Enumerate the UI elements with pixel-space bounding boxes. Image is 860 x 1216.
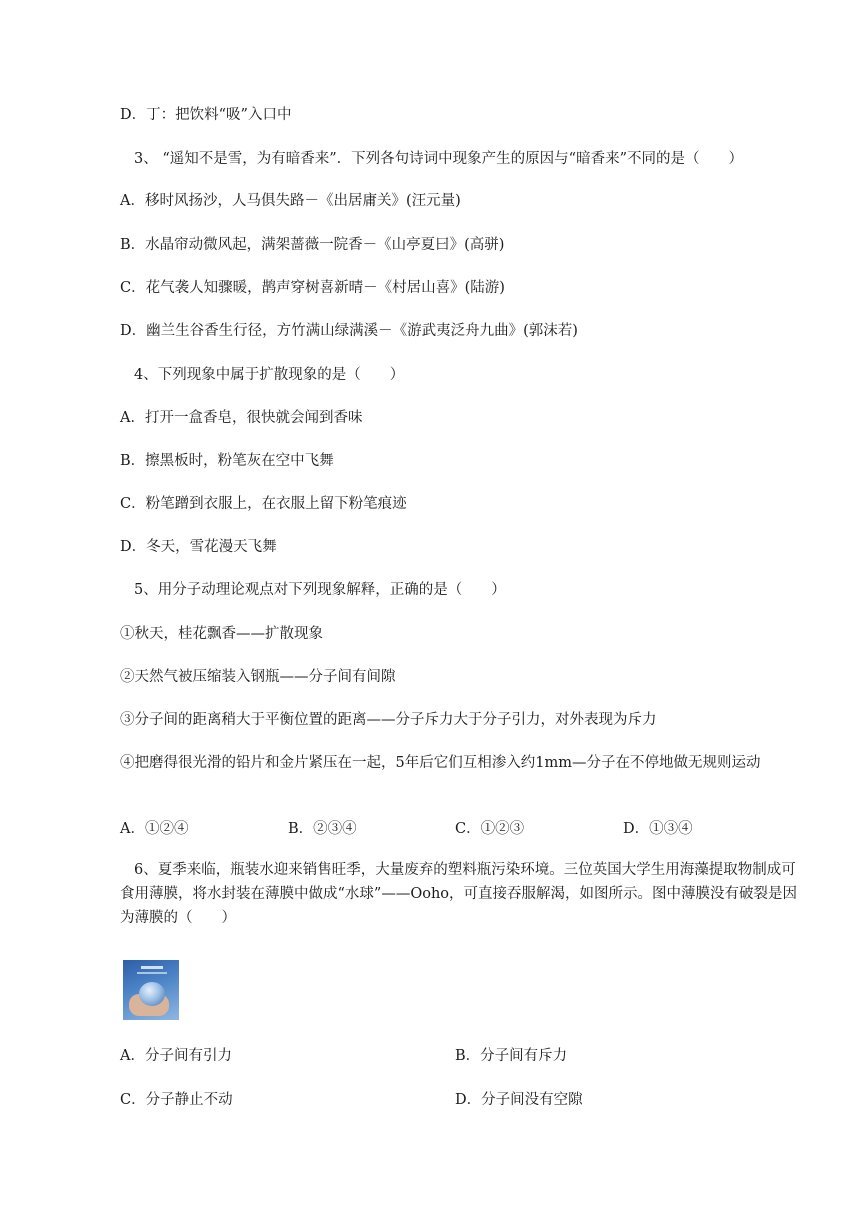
- q5-options-row: [120, 819, 760, 839]
- q6-option-d: D．分子间没有空隙: [455, 1092, 583, 1108]
- q5-statement-2: ②天然气被压缩装入钢瓶——分子间有间隙: [120, 669, 396, 685]
- q6-options-row-2: [120, 1090, 760, 1110]
- q2-option-d: D．丁：把饮料“吸”入口中: [120, 107, 292, 123]
- q3-option-c: C．花气袭人知骤暖，鹊声穿树喜新晴－《村居山喜》(陆游): [120, 280, 505, 296]
- q5-option-d: D．①③④: [623, 821, 693, 837]
- q5-option-a: A．①②④: [120, 821, 189, 837]
- ooho-photo: [123, 960, 179, 1020]
- q5-statement-3: ③分子间的距离稍大于平衡位置的距离——分子斥力大于分子引力，对外表现为斥力: [120, 712, 657, 728]
- q6-option-a: A．分子间有引力: [120, 1048, 232, 1064]
- q4-option-a: A．打开一盒香皂，很快就会闻到香味: [120, 410, 363, 426]
- q5-stem: 5、用分子动理论观点对下列现象解释，正确的是（ ）: [134, 582, 506, 598]
- q6-option-b: B．分子间有斥力: [455, 1048, 568, 1064]
- q6-options-row-1: [120, 1046, 760, 1066]
- q3-option-a: A．移时风扬沙，人马俱失路－《出居庸关》(汪元量): [120, 193, 461, 209]
- q5-option-b: B．②③④: [288, 821, 357, 837]
- q5-statement-1: ①秋天，桂花飘香——扩散现象: [120, 626, 323, 642]
- q4-option-c: C．粉笔蹭到衣服上，在衣服上留下粉笔痕迹: [120, 496, 407, 512]
- q6-stem: 6、夏季来临，瓶装水迎来销售旺季，大量废弃的塑料瓶污染环境。三位英国大学生用海藻提取物制成可食用薄膜，将水封装在薄膜中做成“水球”——Ooho，可直接吞服解渴，如图所示。图中薄膜没有破裂是因为薄膜的（ ）: [120, 862, 798, 926]
- q4-option-d: D．冬天，雪花漫天飞舞: [120, 539, 277, 555]
- q5-option-c: C．①②③: [455, 821, 525, 837]
- q6-option-c: C．分子静止不动: [120, 1092, 233, 1108]
- q5-statement-4: ④把磨得很光滑的铅片和金片紧压在一起，5年后它们互相渗入约1mm—分子在不停地做无规则运动: [120, 755, 761, 771]
- q4-stem: 4、下列现象中属于扩散现象的是（ ）: [134, 367, 405, 383]
- q4-option-b: B．擦黑板时，粉笔灰在空中飞舞: [120, 453, 334, 469]
- q3-option-b: B．水晶帘动微风起，满架蔷薇一院香－《山亭夏曰》(高骈): [120, 237, 505, 253]
- q3-option-d: D．幽兰生谷香生行径，方竹满山绿满溪－《游武夷泛舟九曲》(郭沫若): [120, 323, 578, 339]
- q3-stem: 3、 “遥知不是雪，为有暗香来”．下列各句诗词中现象产生的原因与“暗香来”不同的是（ ）: [134, 151, 743, 167]
